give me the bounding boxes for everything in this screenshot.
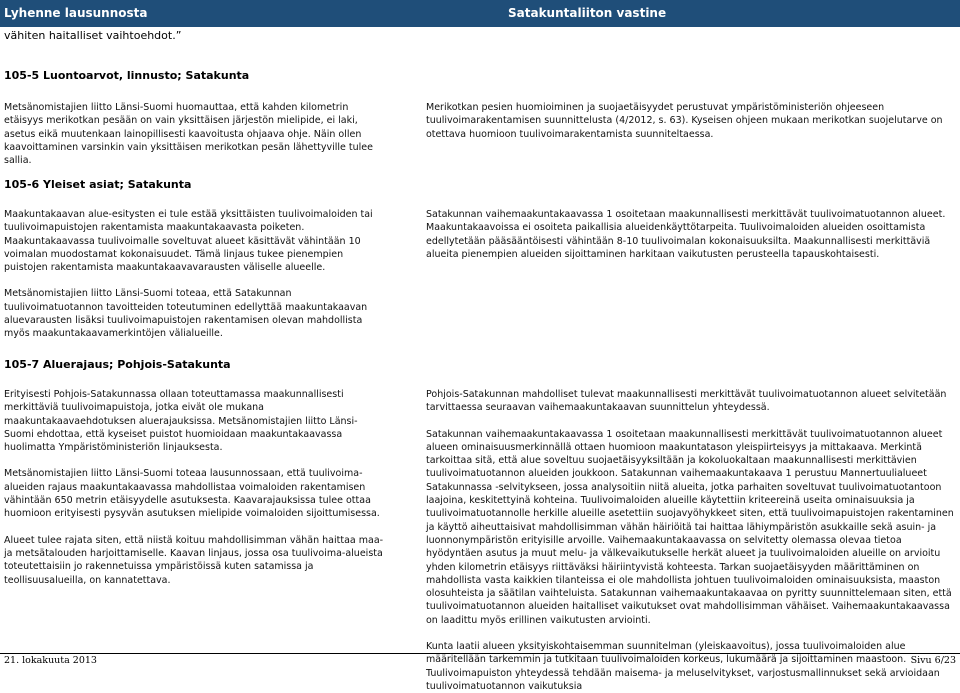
section-heading-105-7: 105-7 Aluerajaus; Pohjois-Satakunta xyxy=(4,358,231,371)
page-footer xyxy=(0,653,960,666)
section-105-7-statement xyxy=(4,388,384,587)
carryover-text: vähiten haitalliset vaihtoehdot.” xyxy=(4,29,182,42)
paragraph: Metsänomistajien liitto Länsi-Suomi toteaa lausunnossaan, että tuulivoima-alueiden rajaus maakuntakaavassa mahdollistaa voimaloiden rakentamisen vähintään 650 metrin etäisyydelle asutuksesta. Kaavarajauksissa tulee ottaa huomioon erityisesti pysyvän asutuksen mielipide voimaloiden sijoittumisessa. xyxy=(4,468,380,520)
header-left-title: Lyhenne lausunnosta xyxy=(4,6,148,20)
section-105-6-statement xyxy=(4,208,384,341)
paragraph: Kunta laatii alueen yksityiskohtaisemman suunnitelman (yleiskaavoitus), jossa tuulivoimaloiden alue määritellään tarkemmin ja tutkitaan tuulivoimaloiden korkeus, lukumäärä ja sijoittaminen maastoon. Tuulivoimapuiston yhteydessä tehdään maisema- ja meluselvitykset, varjostusmallinnukset sekä arvioidaan tuulivoimatuotannon vaikutuksia xyxy=(426,641,940,692)
paragraph: Satakunnan vaihemaakuntakaavassa 1 osoitetaan maakunnallisesti merkittävät tuulivoimatuotannon alueet alueen ominaisuusmerkinnällä ottaen huomioon maakuntatason yleispiirteisyys ja mittakaava. Merkintä tarkoittaa sitä, että alue soveltuu suojaetäisyyksiltään ja kokoluokaltaan maakunnallisesti merkittävien tuulivoimatuotannon alueiden joukkoon. Satakunnan vaihemaakuntakaava 1 perustuu Mannertuulialueet Satakunnassa -selvitykseen, jossa analysoitiin niitä alueita, jotka parhaiten soveltuvat tuulivoimatuotantoon laajoina, keskitettyinä kohteina. Tuulivoimaloiden alueille käytettiin kriteereinä useita ominaisuuksia ja tuulivoimatuotannolle herkille alueille asetettiin suojavyöhykkeet siten, että tuulivoimapuistojen rakentaminen ja käyttö aiheuttaisivat mahdollisimman vähän häiriöitä tai haittaa lähiympäristön asukkaille sekä asuin- ja luonnonympäristön erityisille arvoille. Vaihemaakuntakaavassa on selvitetty olemassa olevaa tietoa hyödyntäen asutus ja muut melu- ja välkevaikutukselle herkät alueet ja tuulivoimaloiden alueille on arvioitu yhden kilometrin etäisyys riittäväksi häiriintyvistä kohteesta. Tarkan suojaetäisyyden määrittäminen on mahdollista vasta kaikkien tilanteissa ei ole mahdollista johtuen tuulivoimaloiden ominaisuuksista, maaston olosuhteista ja säätilan vaihteluista. Satakunnan vaihemaakuntakaavaa on pyritty suunnittelemaan siten, että tuulivoimatuotannon alueiden haitalliset vaikutukset ovat mahdollisimman vähäiset. Vaihemaakuntakaavassa on laadittu myös erillinen vaikutusten arviointi. xyxy=(426,428,954,626)
header-right-title: Satakuntaliiton vastine xyxy=(508,6,667,20)
paragraph: Erityisesti Pohjois-Satakunnassa ollaan toteuttamassa maakunnallisesti merkittäviä tuulivoimapuistoja, jotka eivät ole mukana maakuntakaavaehdotuksen aluerajauksissa. Metsänomistajien liitto Länsi-Suomi ehdottaa, että kyseiset puistot huomioidaan maakuntakaavassa huolimatta Ympäristöministeriön linjauksesta. xyxy=(4,389,358,454)
footer-page-number: Sivu 6/23 xyxy=(910,655,956,666)
footer-date: 21. lokakuuta 2013 xyxy=(4,655,97,666)
paragraph: Satakunnan vaihemaakuntakaavassa 1 osoitetaan maakunnallisesti merkittävät tuulivoimatuotannon alueet. Maakuntakaavoissa ei osoiteta paikallisia alueidenkäyttötarpeita. Tuulivoimaloiden alueiden osoittamista edellytetään pääsääntöisesti vähintään 8-10 tuulivoimalan kokonaisuuksilta. Maakunnallisesti merkittäviä alueita pienempien alueiden sijoittaminen harkitaan vaikutusten perusteella tapauskohtaisesti. xyxy=(426,209,946,260)
section-105-6-response xyxy=(426,208,956,261)
paragraph: Metsänomistajien liitto Länsi-Suomi toteaa, että Satakunnan tuulivoimatuotannon tavoitteiden toteutuminen edellyttää maakuntakaavan aluevarausten lisäksi tuulivoimapuistojen rakentamisen olevan mahdollista myös maakuntakaavamerkintöjen välialueille. xyxy=(4,288,368,340)
section-105-5-response xyxy=(426,101,956,141)
section-105-7-response xyxy=(426,388,956,693)
section-105-5-statement xyxy=(4,101,384,167)
section-heading-105-6: 105-6 Yleiset asiat; Satakunta xyxy=(4,178,192,191)
paragraph: Alueet tulee rajata siten, että niistä koituu mahdollisimman vähän haittaa maa- ja metsätalouden harjoittamiselle. Kaavan linjaus, jossa osa tuulivoima-alueista toteutettaisiin jo rakennetuissa ympäristöissä kuten satamissa ja teollisuusalueilla, on kannatettava. xyxy=(4,534,384,586)
section-heading-105-5: 105-5 Luontoarvot, linnusto; Satakunta xyxy=(4,69,250,82)
paragraph: Maakuntakaavan alue-esitysten ei tule estää yksittäisten tuulivoimaloiden tai tuulivoimapuistojen rakentamista maakuntakaavasta poiketen. Maakuntakaavassa tuulivoimalle soveltuvat alueet käsittävät vähintään 10 voimalan muodostamat kokonaisuudet. Tämä linjaus tukee pienempien puistojen rakentamista maakuntakaavavarausten väliselle alueelle. xyxy=(4,209,373,274)
page-header xyxy=(0,0,960,27)
footer-divider xyxy=(0,653,960,654)
paragraph: Pohjois-Satakunnan mahdolliset tulevat maakunnallisesti merkittävät tuulivoimatuotannon alueet selvitetään tarvittaessa seuraavan vaihemaakuntakaavan suunnittelun yhteydessä. xyxy=(426,389,947,414)
paragraph: Metsänomistajien liitto Länsi-Suomi huomauttaa, että kahden kilometrin etäisyys merikotkan pesään on vain yksittäisen järjestön mielipide, ei laki, asetus eikä muutenkaan lainopillisesti kaavoitusta ohjaava ohje. Näin ollen kaavoittaminen varsinkin vain yksittäisen merikotkan pesän lähettyville tulee sallia. xyxy=(4,102,373,167)
paragraph: Merikotkan pesien huomioiminen ja suojaetäisyydet perustuvat ympäristöministeriön ohjeeseen tuulivoimarakentamisen suunnittelusta (4/2012, s. 63). Kyseisen ohjeen mukaan merikotkan suojelutarve on otettava huomioon tuulivoimarakentamista suunniteltaessa. xyxy=(426,102,943,140)
